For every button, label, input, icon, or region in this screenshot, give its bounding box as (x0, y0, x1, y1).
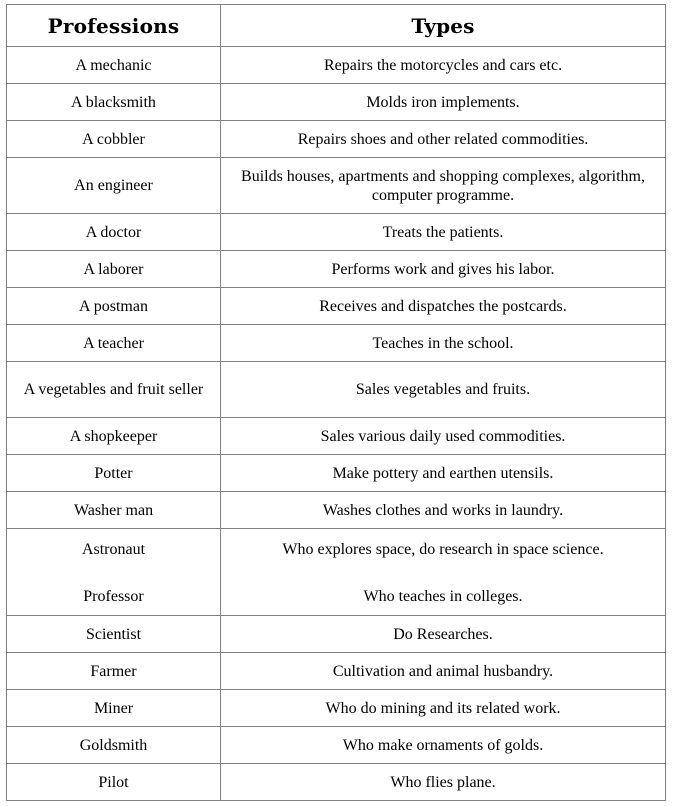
type-cell: Receives and dispatches the postcards. (221, 288, 666, 325)
type-cell: Washes clothes and works in laundry. (221, 492, 666, 529)
type-cell: Make pottery and earthen utensils. (221, 455, 666, 492)
profession-cell: Potter (7, 455, 221, 492)
table-row (7, 84, 666, 121)
profession-label: Astronaut (81, 541, 146, 558)
type-cell: Performs work and gives his labor. (221, 251, 666, 288)
profession-cell: A postman (7, 288, 221, 325)
profession-cell (7, 529, 221, 616)
type-cell: Sales vegetables and fruits. (221, 362, 666, 418)
column-header-types: Types (221, 5, 666, 47)
table-row (7, 653, 666, 690)
type-cell (221, 529, 666, 616)
type-label: Who explores space, do research in space science. (282, 541, 604, 558)
profession-cell: Farmer (7, 653, 221, 690)
profession-cell: A mechanic (7, 47, 221, 84)
profession-cell: A shopkeeper (7, 418, 221, 455)
table-row (7, 529, 666, 616)
profession-cell: A blacksmith (7, 84, 221, 121)
type-cell: Molds iron implements. (221, 84, 666, 121)
table-row (7, 362, 666, 418)
profession-cell: A cobbler (7, 121, 221, 158)
profession-cell: A teacher (7, 325, 221, 362)
type-cell: Repairs the motorcycles and cars etc. (221, 47, 666, 84)
type-cell: Teaches in the school. (221, 325, 666, 362)
table-row (7, 214, 666, 251)
type-label: Who teaches in colleges. (363, 588, 523, 605)
table-row (7, 690, 666, 727)
profession-cell: Goldsmith (7, 727, 221, 764)
type-cell: Who make ornaments of golds. (221, 727, 666, 764)
profession-cell: A vegetables and fruit seller (7, 362, 221, 418)
profession-cell: Miner (7, 690, 221, 727)
column-header-professions: Professions (7, 5, 221, 47)
table-row (7, 325, 666, 362)
type-cell: Repairs shoes and other related commodities. (221, 121, 666, 158)
profession-label: Professor (83, 588, 144, 605)
profession-cell: Scientist (7, 616, 221, 653)
profession-cell: Pilot (7, 764, 221, 801)
professions-table (6, 4, 666, 801)
profession-cell: A doctor (7, 214, 221, 251)
table-row (7, 47, 666, 84)
table-row (7, 251, 666, 288)
table-row (7, 727, 666, 764)
table-row (7, 121, 666, 158)
type-cell: Cultivation and animal husbandry. (221, 653, 666, 690)
profession-cell: An engineer (7, 158, 221, 214)
table-row (7, 616, 666, 653)
type-cell: Do Researches. (221, 616, 666, 653)
profession-cell: A laborer (7, 251, 221, 288)
table-row (7, 418, 666, 455)
table-row (7, 288, 666, 325)
type-cell: Sales various daily used commodities. (221, 418, 666, 455)
profession-cell: Washer man (7, 492, 221, 529)
type-cell: Treats the patients. (221, 214, 666, 251)
table-row (7, 455, 666, 492)
type-cell: Builds houses, apartments and shopping complexes, algorithm, computer programme. (221, 158, 666, 214)
table-row (7, 492, 666, 529)
type-cell: Who flies plane. (221, 764, 666, 801)
header-row (7, 5, 666, 47)
type-cell: Who do mining and its related work. (221, 690, 666, 727)
table-row (7, 764, 666, 801)
table-row (7, 158, 666, 214)
